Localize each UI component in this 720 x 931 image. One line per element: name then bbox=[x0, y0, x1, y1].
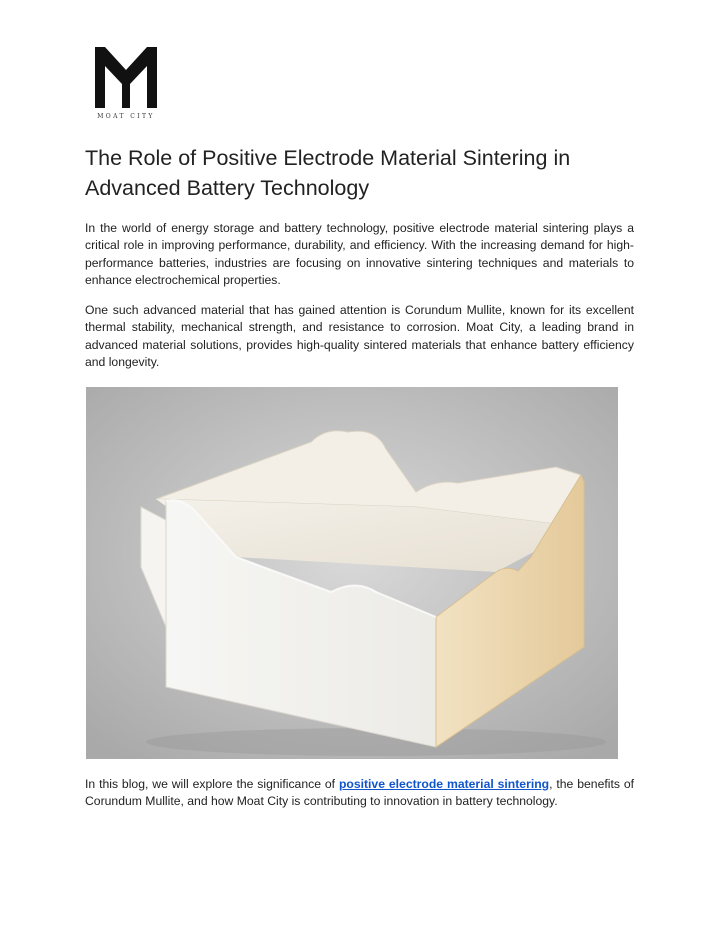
intro-paragraph: In the world of energy storage and battery technology, positive electrode material sintering plays a critical role in improving performance, durability, and efficiency. With the increasing demand for high-performance batteries, industries are focusing on innovative sintering techniques and materials to enhance electrochemical properties. bbox=[85, 221, 634, 288]
blog-intro-text-start: In this blog, we will explore the significance of bbox=[85, 777, 339, 791]
logo-wordmark: MOAT CITY bbox=[97, 113, 155, 120]
brand-logo bbox=[92, 44, 160, 124]
corundum-mullite-paragraph: One such advanced material that has gained attention is Corundum Mullite, known for its excellent thermal stability, mechanical strength, and resistance to corrosion. Moat City, a leading brand in advanced material solutions, provides high-quality sintered materials that enhance battery efficiency and longevity. bbox=[85, 303, 634, 370]
sintering-sagger-photo bbox=[86, 387, 618, 759]
blog-intro-paragraph bbox=[85, 776, 634, 811]
page-title: The Role of Positive Electrode Material Sintering in Advanced Battery Technology bbox=[85, 146, 571, 200]
positive-electrode-sintering-link[interactable]: positive electrode material sintering bbox=[338, 777, 550, 791]
blog-intro-text-end: , the benefits of Corundum Mullite, and how Moat City is contributing to innovation in battery technology. bbox=[85, 777, 634, 809]
moat-city-m-logo-icon bbox=[92, 44, 160, 112]
